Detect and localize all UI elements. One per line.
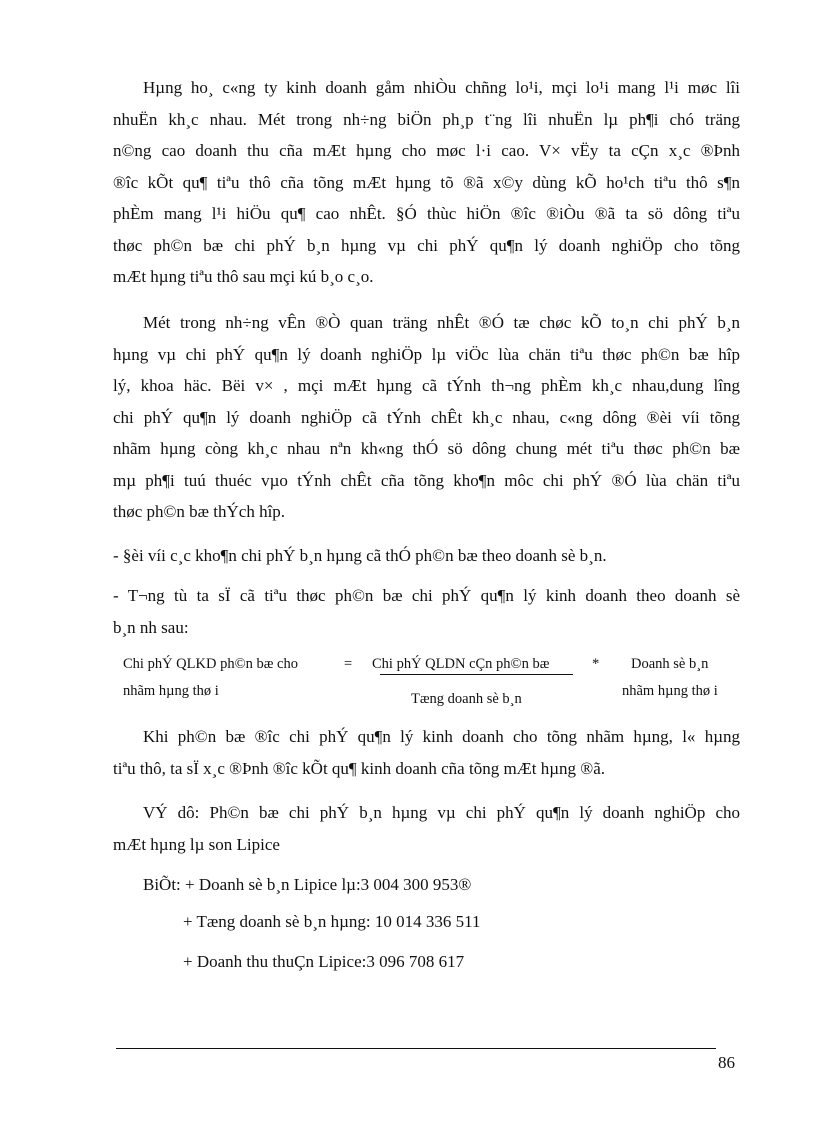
paragraph-selling-cost-rule <box>113 540 740 572</box>
text-line: tiªu thô, ta sÏ x¸c ®Þnh ®îc kÕt qu¶ kinh doanh cña tõng mÆt hµng ®ã. <box>113 758 606 778</box>
text-line: mÆt hµng lµ son Lipice <box>113 834 280 854</box>
paragraph-example <box>113 797 740 860</box>
formula-rhs-line2: nhãm hµng thø i <box>622 683 718 699</box>
formula-rhs-line1: Doanh sè b¸n <box>631 656 709 672</box>
formula-lhs-line1: Chi phÝ QLKD ph©n bæ cho <box>123 656 298 672</box>
text-line: - §èi víi c¸c kho¶n chi phÝ b¸n hµng cã thÓ ph©n bæ theo doanh sè b¸n. <box>113 546 607 565</box>
text-line: VÝ dô: Ph©n bæ chi phÝ b¸n hµng vµ chi phÝ qu¶n lý doanh nghiÖp cho <box>143 803 740 822</box>
text-line: nhuËn kh¸c nhau. Mét trong nh÷ng biÖn ph¸p t¨ng lîi nhuËn lµ ph¶i chó träng <box>113 109 740 129</box>
paragraph-result <box>113 721 740 784</box>
text-line: hµng vµ chi phÝ qu¶n lý doanh nghiÖp lµ viÖc lùa chän tiªu thøc ph©n bæ hîp <box>113 344 740 364</box>
text-line: lý, khoa häc. Bëi v× , mçi mÆt hµng cã tÝnh th¬ng phÈm kh¸c nhau,dung lîng <box>113 376 740 395</box>
text-line: chi phÝ qu¶n lý doanh nghiÖp cã tÝnh chÊt kh¸c nhau, c«ng dông ®èi víi tõng <box>113 407 740 427</box>
formula-numerator: Chi phÝ QLDN cÇn ph©n bæ <box>372 656 550 672</box>
text-line: mÆt hµng tiªu thô sau mçi kú b¸o c¸o. <box>113 267 374 286</box>
text-line: n©ng cao doanh thu cña mÆt hµng cho møc l·i cao. V× vËy ta cÇn x¸c ®Þnh <box>113 141 740 160</box>
text-line: Khi ph©n bæ ®îc chi phÝ qu¶n lý kinh doanh cho tõng nhãm hµng, l« hµng <box>143 727 740 746</box>
text-line: thøc ph©n bæ chi phÝ b¸n hµng vµ chi phÝ qu¶n lý doanh nghiÖp cho tõng <box>113 235 740 255</box>
paragraph-product-profit <box>113 72 740 293</box>
given-total-sales: + Tæng doanh sè b¸n hµng: 10 014 336 511 <box>183 912 481 931</box>
given-lipice-sales: BiÕt: + Doanh sè b¸n Lipice lµ:3 004 300 953® <box>143 875 472 894</box>
fraction-bar <box>380 674 573 675</box>
formula-denominator: Tæng doanh sè b¸n <box>411 691 522 707</box>
text-line: - T¬ng tù ta sÏ cã tiªu thøc ph©n bæ chi phÝ qu¶n lý kinh doanh theo doanh sè <box>113 586 740 605</box>
page-number: 86 <box>718 1053 735 1072</box>
formula-equals-sign: = <box>344 656 353 672</box>
text-line: mµ ph¶i tuú thuéc vµo tÝnh chÊt cña tõng kho¶n môc chi phÝ ®Ó lùa chän tiªu <box>113 470 740 490</box>
text-line: Hµng ho¸ c«ng ty kinh doanh gåm nhiÒu chñng lo¹i, mçi lo¹i mang l¹i møc lîi <box>143 78 740 97</box>
text-line: thøc ph©n bæ thÝch hîp. <box>113 502 286 521</box>
text-line: nhãm hµng còng kh¸c nhau nªn kh«ng thÓ sö dông chung mét tiªu thøc ph©n bæ <box>113 439 740 458</box>
text-line: ®îc kÕt qu¶ tiªu thô cña tõng mÆt hµng tõ ®ã x©y dùng kÕ ho¹ch tiªu thô s¶n <box>113 172 740 192</box>
text-line: phÈm mang l¹i hiÖu qu¶ cao nhÊt. §Ó thùc hiÖn ®îc ®iÒu ®ã ta sö dông tiªu <box>113 204 740 223</box>
paragraph-allocation-criteria <box>113 307 740 528</box>
footer-divider <box>116 1048 716 1049</box>
formula-multiply-sign: * <box>592 656 600 672</box>
given-net-revenue: + Doanh thu thuÇn Lipice:3 096 708 617 <box>183 952 465 971</box>
text-line: Mét trong nh÷ng vÊn ®Ò quan träng nhÊt ®Ó tæ chøc kÕ to¸n chi phÝ b¸n <box>143 313 740 332</box>
text-line: b¸n nh sau: <box>113 617 189 637</box>
paragraph-management-cost-rule <box>113 580 740 643</box>
formula-lhs-line2: nhãm hµng thø i <box>123 683 219 699</box>
